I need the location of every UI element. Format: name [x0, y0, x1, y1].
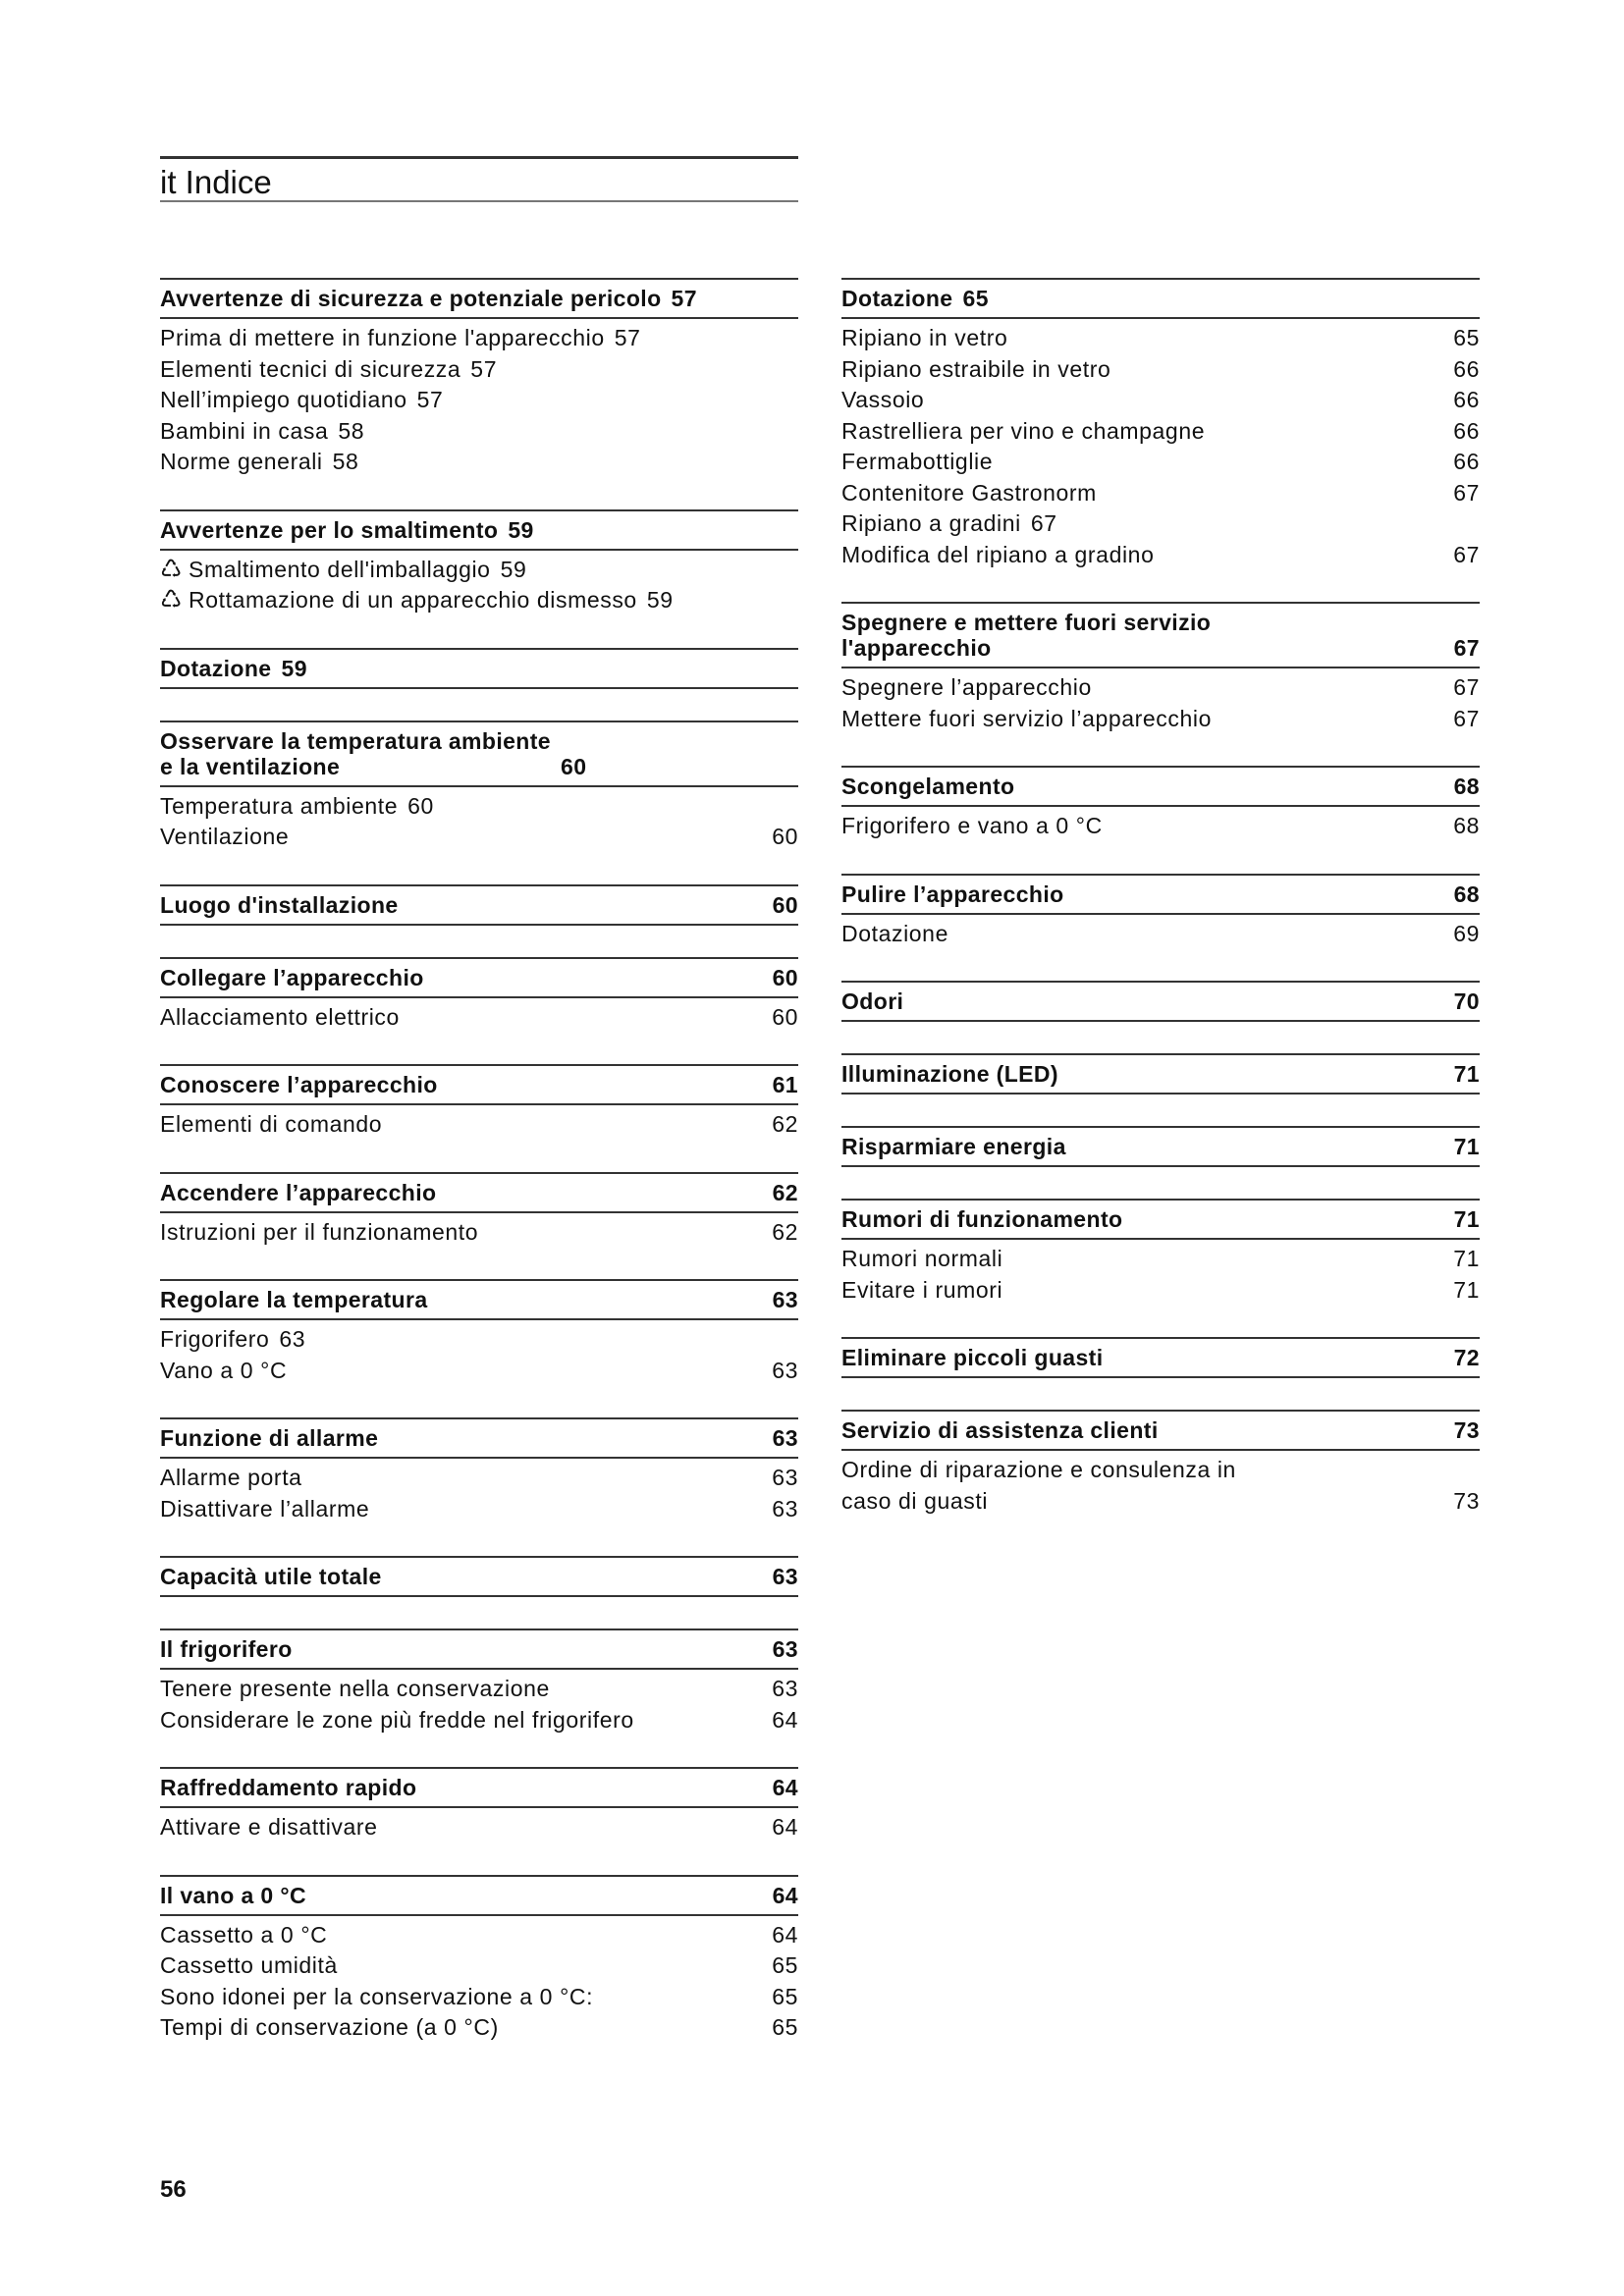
- toc-item-list: [160, 791, 798, 853]
- toc-entry[interactable]: [841, 811, 1480, 842]
- toc-entry[interactable]: [841, 540, 1480, 571]
- toc-entry[interactable]: [160, 385, 798, 416]
- section-page-number: 65: [962, 286, 989, 311]
- section-page-number: 68: [1453, 881, 1480, 907]
- toc-item-list: [841, 1455, 1480, 1517]
- toc-entry-label: Ventilazione: [160, 824, 290, 849]
- toc-entry[interactable]: [160, 555, 798, 586]
- section-title: Risparmiare energia: [841, 1134, 1066, 1159]
- toc-item-list: [841, 919, 1480, 950]
- toc-entry[interactable]: [160, 822, 798, 853]
- section-title: Dotazione: [160, 655, 272, 681]
- toc-entry-label: Fermabottiglie: [841, 449, 994, 474]
- section-page-number: 59: [281, 655, 307, 681]
- section-page-number: 57: [671, 286, 697, 311]
- toc-entry[interactable]: [841, 672, 1480, 704]
- section-page-number: 62: [772, 1179, 798, 1205]
- toc-section-heading[interactable]: [160, 1172, 798, 1213]
- toc-section-accendere-l-apparecchio: [160, 1172, 798, 1249]
- toc-entry[interactable]: [160, 416, 798, 448]
- toc-entry-page-number: 65: [772, 1983, 798, 2009]
- toc-entry[interactable]: [160, 1674, 798, 1705]
- toc-entry-page-number: 67: [1453, 674, 1480, 700]
- toc-section-servizio-di-assistenza-clienti: [841, 1410, 1480, 1517]
- section-title: Raffreddamento rapido: [160, 1775, 417, 1800]
- toc-entry-page-number: 59: [646, 587, 674, 613]
- section-page-number: 63: [772, 1636, 798, 1662]
- toc-entry-page-number: 71: [1453, 1246, 1480, 1271]
- toc-entry[interactable]: [160, 1812, 798, 1843]
- toc-entry[interactable]: [160, 1109, 798, 1141]
- toc-section-heading[interactable]: [160, 278, 798, 319]
- toc-entry-page-number: 69: [1453, 920, 1480, 946]
- section-page-number: 71: [1453, 1206, 1480, 1232]
- section-title: Capacità utile totale: [160, 1564, 382, 1589]
- toc-entry-page-number: 60: [772, 1003, 798, 1030]
- toc-entry-label: Modifica del ripiano a gradino: [841, 541, 1155, 567]
- section-title: Conoscere l’apparecchio: [160, 1072, 438, 1097]
- toc-section-heading[interactable]: [160, 1767, 798, 1808]
- section-title: Regolare la temperatura: [160, 1287, 428, 1312]
- toc-entry[interactable]: [841, 416, 1480, 448]
- toc-entry-page-number: 67: [1030, 510, 1057, 536]
- toc-entry[interactable]: [841, 447, 1480, 478]
- toc-entry-page-number: 66: [1453, 387, 1480, 412]
- toc-entry-page-number: 73: [1453, 1487, 1480, 1514]
- toc-item-list: [160, 323, 798, 478]
- section-page-number: 68: [1453, 774, 1480, 799]
- toc-entry-label: Vassoio: [841, 387, 925, 412]
- toc-section-dotazione: [841, 278, 1480, 570]
- section-page-number: 60: [772, 891, 798, 918]
- toc-entry-label: Ordine di riparazione e consulenza in caso di guasti: [841, 1457, 1236, 1514]
- toc-section-heading[interactable]: [841, 874, 1480, 915]
- toc-entry[interactable]: [160, 323, 798, 354]
- toc-entry[interactable]: [841, 1244, 1480, 1275]
- toc-entry-page-number: 63: [772, 1357, 798, 1383]
- toc-section-odori: [841, 981, 1480, 1022]
- toc-section-rumori-di-funzionamento: [841, 1199, 1480, 1306]
- toc-entry-page-number: 62: [772, 1111, 798, 1137]
- toc-entry-page-number: 67: [1453, 479, 1480, 506]
- toc-section-heading[interactable]: [160, 509, 798, 551]
- toc-entry-label: Prima di mettere in funzione l'apparecchio: [160, 325, 605, 350]
- toc-entry-page-number: 63: [772, 1676, 798, 1701]
- toc-entry-page-number: 66: [1453, 355, 1480, 382]
- toc-entry-page-number: 63: [279, 1326, 306, 1352]
- toc-entry-label: Smaltimento dell'imballaggio: [189, 556, 491, 582]
- section-title: Accendere l’apparecchio: [160, 1179, 437, 1205]
- toc-section-heading[interactable]: [160, 957, 798, 998]
- toc-entry-label: Norme generali: [160, 449, 323, 474]
- section-page-number: 73: [1453, 1417, 1480, 1443]
- toc-entry-label: Evitare i rumori: [841, 1276, 1003, 1303]
- toc-entry[interactable]: [160, 1356, 798, 1387]
- section-page-number: 63: [772, 1287, 798, 1312]
- toc-entry[interactable]: [160, 1463, 798, 1494]
- toc-entry[interactable]: [160, 1217, 798, 1249]
- toc-entry-label: Dotazione: [841, 920, 948, 946]
- toc-column-left: [160, 278, 798, 2075]
- section-title: Collegare l’apparecchio: [160, 964, 424, 990]
- toc-entry-page-number: 64: [772, 1814, 798, 1840]
- toc-section-heading[interactable]: [841, 766, 1480, 807]
- section-page-number: 72: [1453, 1345, 1480, 1370]
- toc-entry-page-number: 58: [338, 417, 365, 444]
- toc-section-collegare-l-apparecchio: [160, 957, 798, 1034]
- section-title: Pulire l’apparecchio: [841, 881, 1064, 907]
- toc-entry-label: Cassetto umidità: [160, 1952, 338, 1978]
- toc-entry[interactable]: [160, 447, 798, 478]
- page-header: [160, 156, 798, 202]
- recycle-icon: ♺: [160, 586, 184, 614]
- toc-item-list: [160, 555, 798, 616]
- toc-section-risparmiare-energia: [841, 1126, 1480, 1167]
- toc-entry[interactable]: [160, 791, 798, 823]
- toc-section-heading[interactable]: [841, 981, 1480, 1022]
- toc-entry-page-number: 68: [1453, 813, 1480, 838]
- toc-entry-label: Disattivare l’allarme: [160, 1495, 370, 1522]
- toc-section-illuminazione-led: [841, 1053, 1480, 1095]
- toc-section-luogo-d-installazione: [160, 884, 798, 926]
- toc-section-raffreddamento-rapido: [160, 1767, 798, 1843]
- toc-entry[interactable]: [160, 1494, 798, 1525]
- toc-section-heading[interactable]: [160, 884, 798, 926]
- toc-entry-label: Rottamazione di un apparecchio dismesso: [189, 587, 637, 613]
- section-page-number: 59: [508, 516, 534, 543]
- toc-entry-page-number: 57: [614, 325, 641, 350]
- toc-item-list: [160, 1920, 798, 2044]
- toc-entry-page-number: 63: [772, 1495, 798, 1522]
- toc-section-eliminare-piccoli-guasti: [841, 1337, 1480, 1378]
- toc-entry-page-number: 57: [416, 387, 444, 412]
- toc-entry[interactable]: [160, 1950, 798, 1982]
- section-page-number: 64: [772, 1882, 798, 1908]
- section-title: Funzione di allarme: [160, 1425, 379, 1451]
- section-title: Il frigorifero: [160, 1636, 293, 1662]
- section-page-number: 71: [1453, 1061, 1480, 1087]
- toc-entry-label: Allacciamento elettrico: [160, 1003, 400, 1030]
- section-title: Avvertenze per lo smaltimento: [160, 516, 499, 543]
- toc-entry-label: Elementi di comando: [160, 1111, 383, 1137]
- toc-entry-label: Rumori normali: [841, 1246, 1003, 1271]
- toc-item-list: [160, 1812, 798, 1843]
- section-title: Spegnere e mettere fuori servizio l'apparecchio: [841, 610, 1212, 661]
- section-title: Osservare la temperatura ambiente e la ventilazione: [160, 727, 552, 779]
- section-title: Eliminare piccoli guasti: [841, 1345, 1104, 1370]
- toc-section-capacit-utile-totale: [160, 1556, 798, 1597]
- toc-entry[interactable]: [160, 1705, 798, 1736]
- toc-entry[interactable]: [160, 1002, 798, 1034]
- toc-entry-label: Istruzioni per il funzionamento: [160, 1218, 479, 1245]
- toc-entry-label: Tenere presente nella conservazione: [160, 1676, 550, 1701]
- toc-entry-label: Frigorifero: [160, 1326, 270, 1352]
- section-page-number: 60: [561, 753, 587, 779]
- toc-item-list: [160, 1463, 798, 1524]
- toc-entry[interactable]: [160, 585, 798, 616]
- toc-entry[interactable]: [841, 1455, 1480, 1517]
- toc-entry[interactable]: [160, 354, 798, 386]
- toc-item-list: [160, 1324, 798, 1386]
- toc-item-list: [841, 672, 1480, 734]
- toc-entry-label: Cassetto a 0 °C: [160, 1921, 328, 1948]
- toc-entry[interactable]: [841, 704, 1480, 735]
- toc-entry[interactable]: [841, 385, 1480, 416]
- toc-entry-page-number: 64: [772, 1706, 798, 1733]
- toc-section-heading[interactable]: [160, 1279, 798, 1320]
- toc-section-heading[interactable]: [841, 278, 1480, 319]
- section-page-number: 64: [772, 1775, 798, 1800]
- toc-section-il-frigorifero: [160, 1629, 798, 1735]
- toc-entry[interactable]: [841, 323, 1480, 354]
- toc-entry[interactable]: [160, 2012, 798, 2044]
- toc-entry-label: Ripiano a gradini: [841, 510, 1021, 536]
- toc-section-dotazione: [160, 648, 798, 689]
- toc-entry[interactable]: [160, 1982, 798, 2013]
- toc-item-list: [160, 1002, 798, 1034]
- recycle-icon: ♺: [160, 555, 184, 583]
- toc-section-heading[interactable]: [160, 648, 798, 689]
- toc-section-scongelamento: [841, 766, 1480, 842]
- section-title: Avvertenze di sicurezza e potenziale pericolo: [160, 286, 662, 311]
- toc-entry-label: Ripiano in vetro: [841, 325, 1008, 350]
- toc-entry-label: Nell’impiego quotidiano: [160, 387, 407, 412]
- page-number: 56: [160, 2176, 187, 2203]
- toc-entry-page-number: 63: [772, 1465, 798, 1490]
- toc-section-heading[interactable]: [160, 1629, 798, 1670]
- toc-entry-page-number: 60: [772, 824, 798, 849]
- toc-item-list: [841, 811, 1480, 842]
- section-title: Il vano a 0 °C: [160, 1882, 307, 1908]
- section-title: Illuminazione (LED): [841, 1061, 1058, 1087]
- toc-entry-page-number: 57: [470, 355, 498, 382]
- toc-entry-label: Mettere fuori servizio l’apparecchio: [841, 705, 1212, 731]
- toc-entry-label: Contenitore Gastronorm: [841, 479, 1097, 506]
- toc-entry[interactable]: [841, 508, 1480, 540]
- toc-entry[interactable]: [841, 354, 1480, 386]
- toc-section-pulire-l-apparecchio: [841, 874, 1480, 950]
- toc-section-heading[interactable]: [841, 1410, 1480, 1451]
- toc-entry[interactable]: [841, 919, 1480, 950]
- toc-section-heading[interactable]: [160, 1417, 798, 1459]
- section-page-number: 60: [772, 964, 798, 990]
- toc-entry-page-number: 66: [1453, 449, 1480, 474]
- toc-entry-page-number: 67: [1453, 705, 1480, 731]
- toc-entry-label: Tempi di conservazione (a 0 °C): [160, 2014, 499, 2040]
- toc-entry-label: Spegnere l’apparecchio: [841, 674, 1092, 700]
- section-title: Scongelamento: [841, 774, 1015, 799]
- toc-section-heading[interactable]: [841, 1199, 1480, 1240]
- toc-entry-label: Considerare le zone più fredde nel frigorifero: [160, 1706, 634, 1733]
- toc-section-funzione-di-allarme: [160, 1417, 798, 1524]
- toc-section-heading[interactable]: [841, 1126, 1480, 1167]
- toc-entry-label: Attivare e disattivare: [160, 1814, 378, 1840]
- toc-entry[interactable]: [160, 1920, 798, 1951]
- section-title: Luogo d'installazione: [160, 891, 399, 918]
- toc-entry-page-number: 67: [1453, 541, 1480, 567]
- toc-entry-page-number: 65: [772, 2014, 798, 2040]
- toc-entry[interactable]: [841, 1275, 1480, 1307]
- toc-entry-label: Sono idonei per la conservazione a 0 °C:: [160, 1983, 594, 2009]
- toc-entry-label: Elementi tecnici di sicurezza: [160, 355, 461, 382]
- toc-section-heading[interactable]: [160, 1064, 798, 1105]
- toc-entry-label: Frigorifero e vano a 0 °C: [841, 813, 1103, 838]
- toc-section-heading[interactable]: [160, 1556, 798, 1597]
- toc-item-list: [841, 323, 1480, 570]
- toc-entry-page-number: 65: [772, 1952, 798, 1978]
- toc-entry-label: Ripiano estraibile in vetro: [841, 355, 1111, 382]
- toc-entry-page-number: 64: [772, 1921, 798, 1948]
- toc-section-avvertenze-di-sicurezza-e-potenziale-pericolo: [160, 278, 798, 478]
- toc-section-heading[interactable]: [841, 1053, 1480, 1095]
- toc-entry-page-number: 59: [500, 556, 527, 582]
- toc-section-osservare-la-temperatura-ambiente-e-la-ventilazione: [160, 721, 798, 853]
- toc-item-list: [160, 1217, 798, 1249]
- section-title: Dotazione: [841, 286, 953, 311]
- toc-section-heading[interactable]: [841, 602, 1480, 668]
- toc-entry-page-number: 65: [1453, 325, 1480, 350]
- toc-section-il-vano-a-0-c: [160, 1875, 798, 2044]
- toc-section-conoscere-l-apparecchio: [160, 1064, 798, 1141]
- toc-entry-label: Temperatura ambiente: [160, 792, 399, 819]
- toc-section-spegnere-e-mettere-fuori-servizio-l-apparecchio: [841, 602, 1480, 734]
- toc-section-regolare-la-temperatura: [160, 1279, 798, 1386]
- toc-entry[interactable]: [160, 1324, 798, 1356]
- toc-section-heading[interactable]: [841, 1337, 1480, 1378]
- section-title: Servizio di assistenza clienti: [841, 1417, 1159, 1443]
- section-page-number: 61: [772, 1072, 798, 1097]
- toc-entry[interactable]: [841, 478, 1480, 509]
- toc-entry-label: Vano a 0 °C: [160, 1357, 288, 1383]
- toc-item-list: [160, 1674, 798, 1735]
- section-page-number: 63: [772, 1425, 798, 1451]
- toc-entry-label: Allarme porta: [160, 1465, 302, 1490]
- section-page-number: 63: [772, 1564, 798, 1589]
- toc-section-avvertenze-per-lo-smaltimento: [160, 509, 798, 616]
- toc-section-heading[interactable]: [160, 1875, 798, 1916]
- toc-section-heading[interactable]: [160, 721, 798, 787]
- section-page-number: 71: [1453, 1134, 1480, 1159]
- section-title: Odori: [841, 988, 904, 1014]
- toc-item-list: [160, 1109, 798, 1141]
- toc-entry-page-number: 58: [332, 449, 359, 474]
- section-page-number: 70: [1453, 988, 1480, 1014]
- section-page-number: 67: [1453, 635, 1480, 661]
- toc-entry-label: Bambini in casa: [160, 417, 329, 444]
- toc-entry-page-number: 60: [407, 792, 434, 819]
- toc-item-list: [841, 1244, 1480, 1306]
- toc-entry-page-number: 66: [1453, 417, 1480, 444]
- toc-entry-page-number: 71: [1453, 1276, 1480, 1303]
- section-title: Rumori di funzionamento: [841, 1206, 1123, 1232]
- toc-entry-label: Rastrelliera per vino e champagne: [841, 417, 1206, 444]
- toc-column-right: [841, 278, 1480, 1548]
- page-title: it Indice: [160, 164, 272, 200]
- toc-entry-page-number: 62: [772, 1218, 798, 1245]
